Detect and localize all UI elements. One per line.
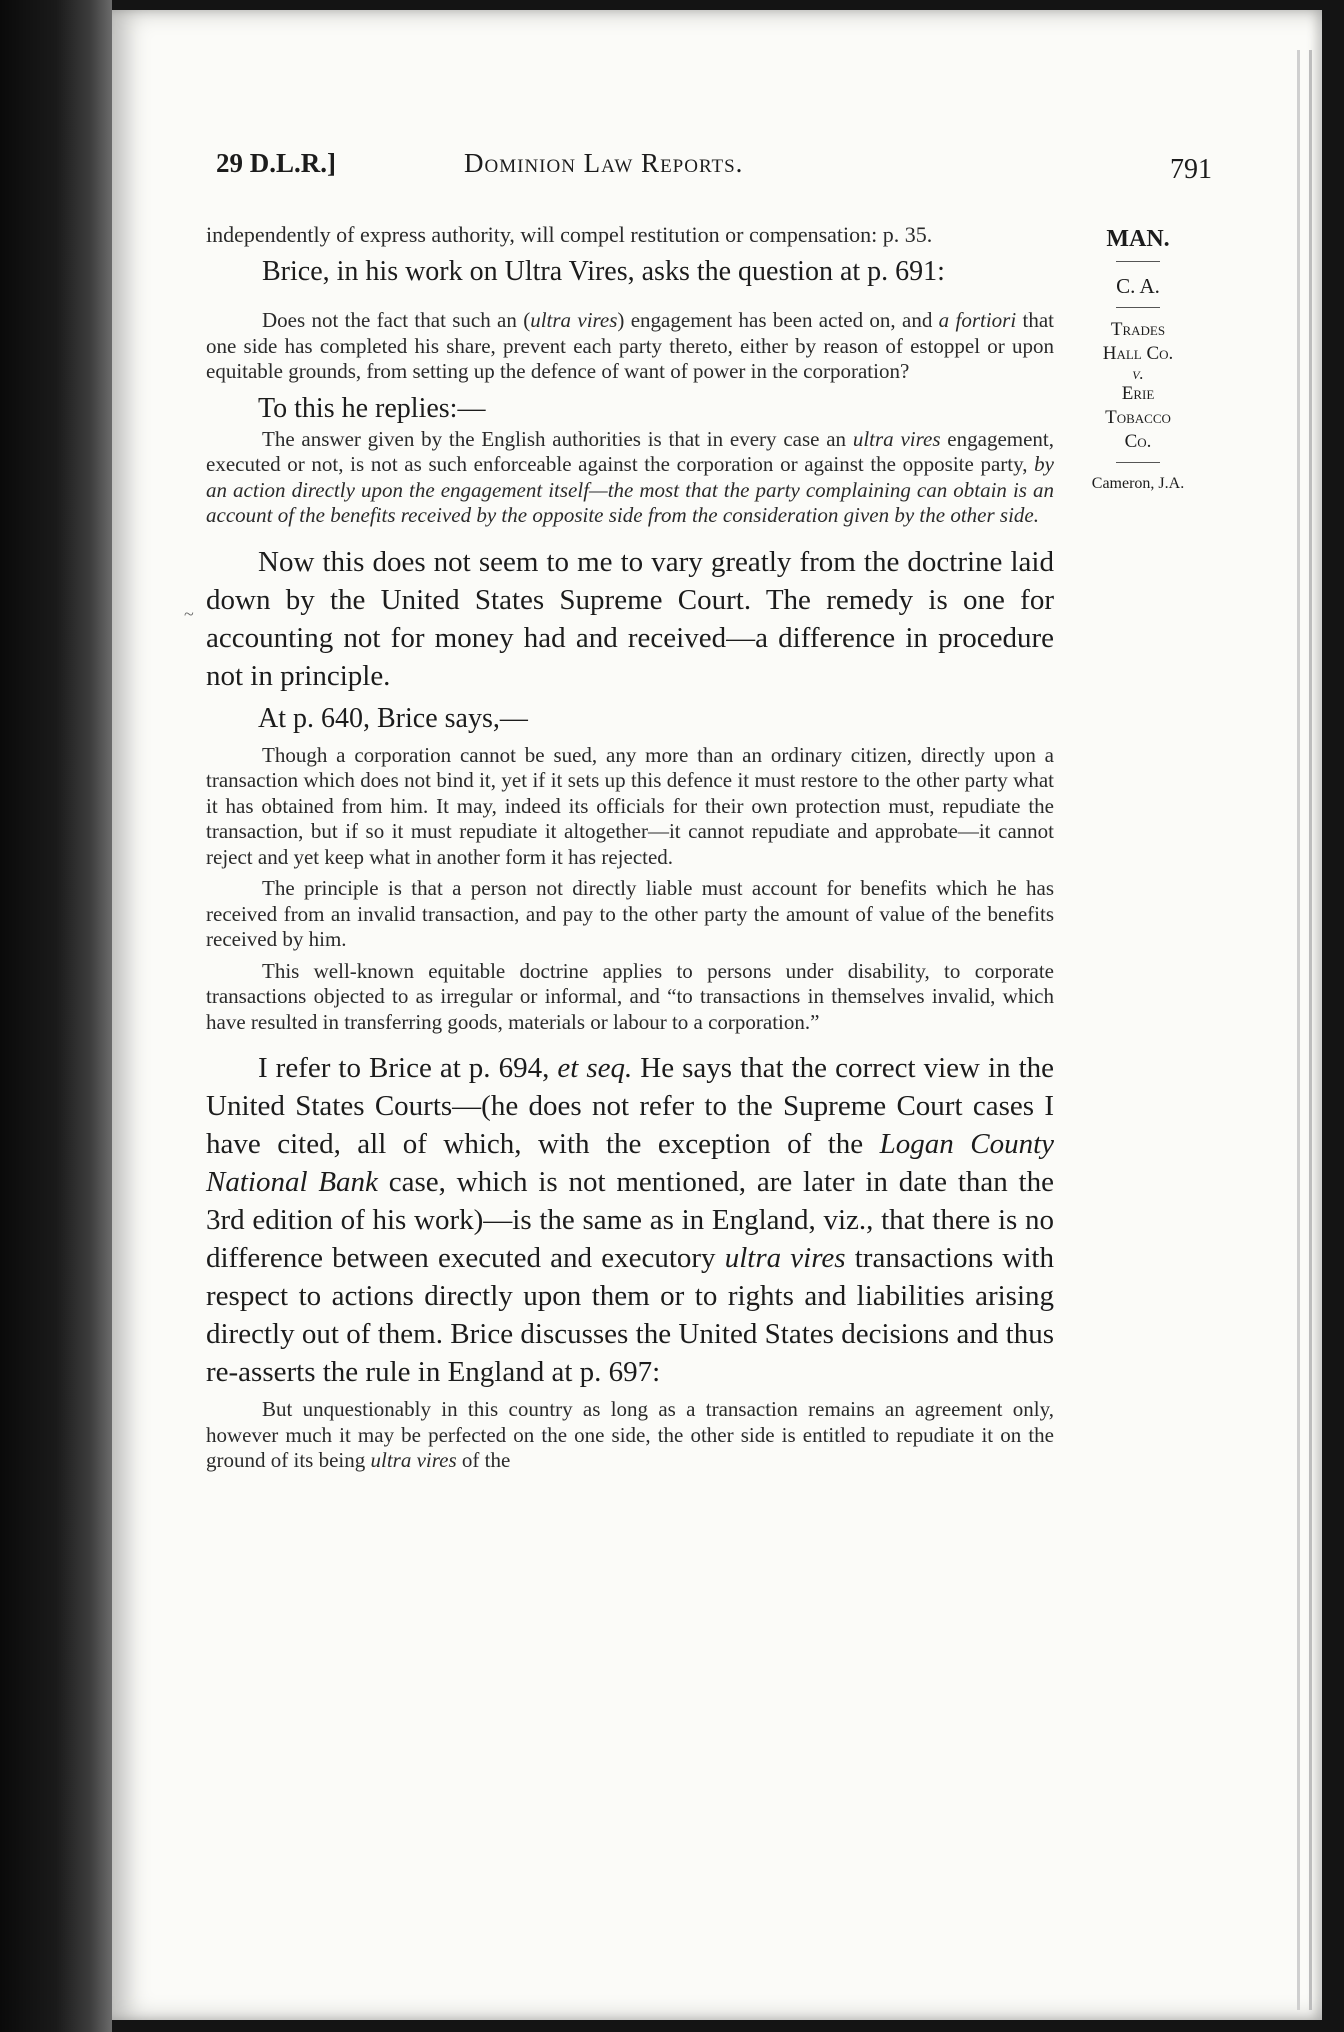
paragraph-text: transactions with respect to actions directly upon them or to rights and liabilities arising directly out of them. Brice discusses the United States decisions and thus re-asserts the rule in England at p. 697: [206,1242,1054,1388]
divider [1116,462,1160,463]
quote-italic: a fortiori [938,308,1017,332]
running-head [216,138,1216,188]
case-name-line: Co. [1124,431,1152,452]
paragraph-text: He says that the correct view in the United States Courts—(he does not refer to the Supreme Court cases I have cited, all of which, with the exception of the [206,1052,1054,1160]
quote-text: ) engagement has been acted on, and [617,308,939,332]
block-quote: This well-known equitable doctrine applies to persons under disability, to corporate transactions objected to as irregular or informal, and “to transactions in themselves invalid, which have resulted in transferring goods, materials or labour to a corporation.” [206,958,1054,1034]
paragraph: Brice, in his work on Ultra Vires, asks the question at p. 691: [262,256,945,287]
quote-text: that one side has completed his share, prevent each party thereto, either by reason of estoppel or upon equitable grounds, from setting up the defence of want of power in the corporation? [206,308,1054,383]
paragraph: At p. 640, Brice says,— [258,702,528,734]
divider [1116,307,1160,308]
paragraph: Now this does not seem to me to vary greatly from the doctrine laid down by the United States Supreme Court. The remedy is one for accounting not for money had and received—a difference in procedure not in principle. [206,545,1054,692]
block-quote [206,427,1054,529]
case-name-line: Trades [1110,319,1166,340]
paragraph-italic: et seq. [557,1052,633,1084]
paragraph-italic: ultra vires [724,1242,846,1274]
page-number: 791 [1170,154,1212,185]
case-name [1068,318,1208,454]
volume-reference: 29 D.L.R.] [216,148,336,178]
block-quote: The principle is that a person not directly liable must account for benefits which he has received from an invalid transaction, and pay to the other party the amount of value of the benefits received by him. [206,876,1054,951]
paragraph-text: case, which is not mentioned, are later in date than the 3rd edition of his work)—is the same as in England, viz., that there is no difference between executed and executory [206,1166,1054,1274]
quote-text: The answer given by the English authorities is that in every case an [262,426,853,451]
case-name-line: Tobacco [1105,407,1171,428]
case-name-line: Hall Co. [1102,343,1174,364]
paragraph: independently of express authority, will compel restitution or compensation: p. 35. [206,222,933,247]
block-quote [206,1397,1054,1474]
block-quote: Though a corporation cannot be sued, any more than an ordinary citizen, directly upon a transaction which does not bind it, yet if it sets up this defence it must restore to the other party what it has obtained from him. It may, indeed its officials for their own protection must, repudiate the transaction, but if so it must repudiate it altogether—it cannot repudiate and approbate—it cannot reject and yet keep what in another form it has rejected. [206,742,1054,869]
book-binding [0,0,112,2032]
page-edge [1309,50,1312,2010]
page-edge [1297,50,1300,2010]
quote-italic: ultra vires [852,426,941,451]
publication-title: Dominion Law Reports. [464,148,744,178]
quote-text: of the [456,1448,511,1472]
quote-text: Does not the fact that such an ( [262,308,531,332]
case-versus: v. [1132,364,1144,383]
quote-italic: by an action directly upon the engagement itself—the most that the party complaining can obtain is an account of the benefits received by the opposite side from the consideration given by the other side. [206,452,1054,527]
divider [1116,261,1160,262]
paragraph-italic: Logan County National Bank [206,1128,1054,1198]
paragraph: To this he replies:— [258,392,486,424]
province-label: MAN. [1106,226,1170,252]
quote-text: But unquestionably in this country as long as a transaction remains an agreement only, however much it may be perfected on the one side, the other side is entitled to repudiate it on the ground of its being [206,1397,1054,1472]
quote-text: engagement, executed or not, is not as such enforceable against the corporation or against the opposite party, [206,426,1055,476]
block-quote [206,308,1054,385]
paragraph-text: I refer to Brice at p. 694, [258,1052,558,1084]
quote-italic: ultra vires [370,1448,457,1472]
quote-italic: ultra vires [530,308,618,332]
margin-sidebar [1068,226,1208,493]
judge-name: Cameron, J.A. [1091,475,1185,492]
stray-mark: ~ [184,604,194,624]
page-body [206,222,1054,1474]
court-label: C. A. [1116,274,1160,298]
paragraph [206,1049,1054,1391]
case-name-line: Erie [1121,383,1155,404]
